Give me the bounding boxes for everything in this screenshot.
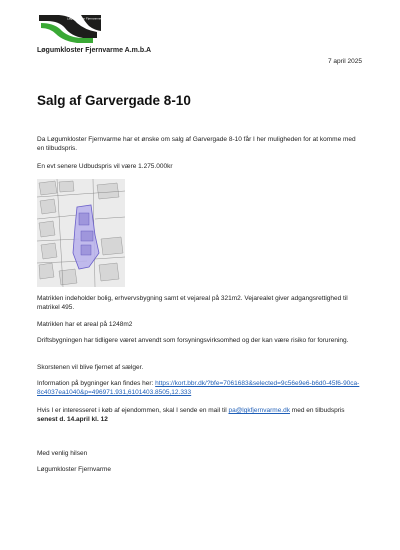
property-map-image <box>37 179 125 287</box>
interest-mid: med en tilbudspris <box>289 407 345 414</box>
bbr-link[interactable]: https://kort.bbr.dk/?bfe=7061683&selected=9c56e9e6-b6d0-45f6-90ca-8c4037ea1040&p=496971.931,6101403.8505,12.333 <box>37 380 360 396</box>
email-link[interactable]: pa@lgkfjernvarme.dk <box>228 407 290 414</box>
interest-prefix: Hvis I er interesseret i køb af ejendommen, skal I sende en mail til <box>37 407 229 414</box>
info-paragraph <box>37 379 363 397</box>
page-title: Salg af Garvergade 8-10 <box>37 93 191 108</box>
area-paragraph: Matriklen har et areal på 1248m2 <box>37 321 133 328</box>
interest-paragraph <box>37 406 363 424</box>
chimney-paragraph: Skorstenen vil blive fjernet af sælger. <box>37 364 144 371</box>
logo-text: Løgumkloster Fjernvarme <box>67 16 102 21</box>
letter-date: 7 april 2025 <box>328 58 362 65</box>
company-name: Løgumkloster Fjernvarme A.m.b.A <box>37 47 152 54</box>
intro-paragraph: Da Løgumkloster Fjernvarme har et ønske om salg af Garvergade 8-10 får I her muligheden for at komme med en tilbudspris. <box>37 136 356 152</box>
greeting: Med venlig hilsen <box>37 450 88 457</box>
usage-paragraph: Driftsbygningen har tidligere været anvendt som forsyningsvirksomhed og der kan være risiko for forurening. <box>37 337 349 344</box>
matrikel-content-paragraph: Matriklen indeholder bolig, erhvervsbygning samt et vejareal på 321m2. Vejarealet giver adgangsrettighed til matrikel 495. <box>37 295 348 311</box>
signature: Løgumkloster Fjernvarme <box>37 466 112 473</box>
info-prefix: Information på bygninger kan findes her: <box>37 380 156 387</box>
company-logo <box>37 14 103 44</box>
deadline-text: senest d. 14.april kl. 12 <box>37 416 108 423</box>
price-paragraph: En evt senere Udbudspris vil være 1.275.000kr <box>37 163 173 170</box>
